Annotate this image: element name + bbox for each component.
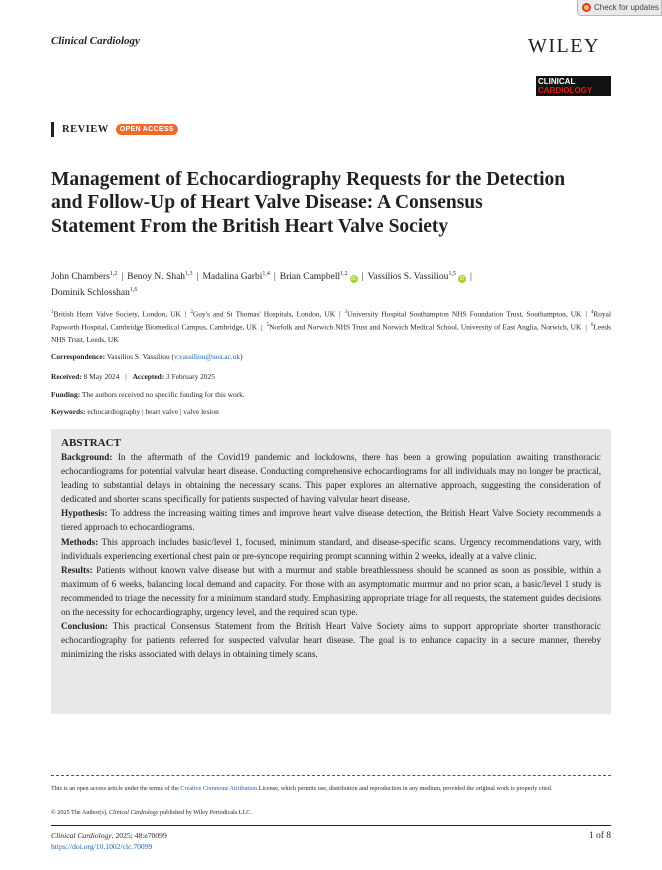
correspondence-label: Correspondence:	[51, 352, 106, 361]
abstract-section-results	[61, 563, 601, 619]
license-text-pre: This is an open access article under the terms of the	[51, 785, 179, 792]
author-affiliation-ref: 1,6	[129, 287, 138, 294]
funding	[51, 390, 245, 400]
article-type-label: REVIEW	[62, 124, 109, 135]
affiliation-number: 6	[590, 323, 594, 329]
affiliation: University Hospital Southampton NHS Foundation Trust, Southampton, UK	[347, 309, 582, 319]
footer-citation	[51, 831, 167, 852]
journal-logo-line1: CLINICAL	[538, 77, 576, 86]
doi-link[interactable]: https://doi.org/10.1002/clc.70099	[51, 841, 153, 851]
funding-text: The authors received no specific funding for this work.	[81, 390, 245, 399]
author-affiliation-ref: 1,2	[109, 271, 118, 277]
section-label: Hypothesis:	[61, 508, 108, 519]
keywords	[51, 407, 219, 417]
license-text-post: License, which permits use, distribution and reproduction in any medium, provided the original work is properly cited.	[258, 785, 553, 792]
check-for-updates-label: Check for updates	[594, 3, 659, 12]
section-label: Results:	[61, 564, 93, 575]
author-affiliation-ref: 1,3	[185, 271, 193, 277]
affiliation: Guy's and St Thomas' Hospitals, London, UK	[192, 309, 336, 319]
section-text: To address the increasing waiting times and improve heart valve disease detection, the British Heart Valve Society recommends a tiered approach to echocardiograms.	[61, 508, 601, 533]
article-type-bar	[51, 122, 54, 137]
affiliation: British Heart Valve Society, London, UK	[53, 309, 181, 319]
article-type	[51, 122, 178, 137]
section-label: Background:	[61, 452, 113, 462]
author-affiliation-ref: 1,4	[262, 271, 270, 277]
footnote-divider	[51, 775, 611, 776]
orcid-icon[interactable]: iD	[459, 276, 465, 283]
citation-volume: , 2025; 48:e70099	[111, 831, 167, 840]
author-affiliation-ref: 1,2	[340, 271, 348, 277]
section-text: This practical Consensus Statement from the British Heart Valve Society aims to support appropriate shorter transthoracic echocardiography for patients referred for suspected valvular heart disease. The goal is to enhance capacity in a secure manner, thereby minimizing the risks associated with delays in obtaining timely scans.	[61, 621, 601, 660]
abstract-section-background	[61, 450, 601, 506]
section-text: Patients without known valve disease but with a murmur and stable breathlessness should be scanned as soon as possible, within a maximum of 6 weeks, balancing local demand and capacity. For those with an asymptomatic murmur and no prior scan, a basic/level 1 study is recommended to triage the necessity for a minimum standard study. Emphasizing appropriate triage for all requests, the statement guides decisions on the necessity for echocardiography, urgency level, and the required scan type.	[61, 564, 601, 618]
journal-name: Clinical Cardiology	[51, 35, 140, 47]
author-name: Brian Campbell	[279, 272, 341, 283]
crossmark-icon	[582, 3, 591, 12]
abstract-section-conclusion	[61, 619, 601, 661]
author-name: Madalina Garbi	[202, 272, 263, 283]
copyright-pre: © 2025 The Author(s).	[51, 809, 108, 816]
check-for-updates-button[interactable]	[577, 0, 662, 16]
author-list: John Chambers$^{1,2}$ | Benoy N. Shah$^{1,3}$ | Madalina Garbi$^{1,4}$ | Brian Campbell$^{1,2}$iD | Vassilios S. Vassiliou$^{1,5}$iD | Dominik Schlosshan$^{1,6}$	[51, 271, 472, 299]
section-text: In the aftermath of the Covid19 pandemic and lockdowns, there has been a growing population awaiting transthoracic echocardiograms for potential valvular heart disease. Conducting comprehensive echocardiograms for all individuals may no longer be practical, leading to substantial delays in obtaining the necessary scans. This paper explores an alternative approach, suggesting the consideration of dedicated and shorter scans specifically for patients suspected of having valvular heart disease.	[61, 452, 602, 505]
section-text: This approach includes basic/level 1, focused, minimum standard, and disease-specific scans. Urgency recommendations vary, with individuals experiencing exertional chest pain or pre-syncope requiring prompt scanning within 2 weeks, ideally at a valve clinic.	[61, 536, 601, 561]
keywords-label: Keywords:	[51, 407, 86, 416]
correspondence-name: Vassilios S. Vassiliou	[106, 352, 170, 361]
open-access-badge: OPEN ACCESS	[116, 124, 178, 135]
author-name: John Chambers	[51, 272, 110, 283]
creative-commons-link[interactable]: Creative Commons Attribution	[180, 785, 258, 792]
affiliation: Leeds NHS Trust, Leeds, UK	[51, 322, 611, 344]
affiliation-number: 4	[590, 310, 594, 315]
affiliations: $^1$British Heart Valve Society, London, UK | $^2$Guy's and St Thomas' Hospitals, London, UK | $^3$University Hospital Southampton NHS Foundation Trust, Southampton, UK | $^4$Royal Papworth Hospital, Cambridge Biomedical Campus, Cambridge, UK | $^5$Norfolk and Norwich NHS Trust and Norwich Medical School, University of East Anglia, Norwich, UK | $^6$Leeds NHS Trust, Leeds, UK	[51, 309, 612, 344]
accepted-date: 3 February 2025	[166, 372, 215, 381]
publisher-logo: WILEY	[528, 35, 600, 57]
received-label: Received:	[51, 372, 82, 381]
keywords-text: echocardiography | heart valve | valve lesion	[87, 407, 219, 416]
footer-divider	[51, 825, 611, 826]
author-name: Dominik Schlosshan	[51, 288, 130, 299]
license-note	[51, 784, 611, 794]
affiliation-number: 3	[344, 310, 348, 315]
abstract-section-hypothesis	[61, 506, 601, 534]
correspondence-email-link[interactable]: v.vassiliou@uea.ac.uk	[174, 352, 241, 361]
correspondence: Correspondence: Vassilios S. Vassiliou (v.vassiliou@uea.ac.uk)	[51, 352, 243, 361]
copyright-post: published by Wiley Periodicals LLC.	[160, 809, 252, 816]
section-label: Methods:	[61, 536, 99, 547]
journal-logo	[536, 76, 611, 96]
journal-logo-line2: CARDIOLOGY	[538, 86, 593, 95]
funding-label: Funding:	[51, 390, 81, 399]
received-date: 8 May 2024	[83, 372, 120, 381]
copyright-note	[51, 808, 611, 818]
accepted-label: Accepted:	[132, 372, 165, 381]
article-dates: Received: 8 May 2024 | Accepted: 3 February 2025	[51, 372, 215, 381]
page-number: 1 of 8	[588, 831, 611, 841]
abstract-section-methods	[61, 535, 601, 563]
affiliation-number: 5	[266, 323, 270, 329]
affiliation: Norfolk and Norwich NHS Trust and Norwich Medical School, University of East Anglia, Norwich, UK	[269, 322, 582, 332]
affiliation: Royal Papworth Hospital, Cambridge Biomedical Campus, Cambridge, UK	[51, 309, 612, 332]
affiliation-number: 2	[190, 310, 193, 315]
section-label: Conclusion:	[61, 621, 108, 632]
abstract-box	[51, 429, 611, 714]
author-name: Vassilios S. Vassiliou	[367, 272, 449, 283]
copyright-journal: Clinical Cardiology	[109, 809, 159, 816]
author-affiliation-ref: 1,5	[448, 271, 456, 277]
orcid-icon[interactable]: iD	[351, 276, 357, 283]
abstract-heading: ABSTRACT	[61, 437, 121, 449]
citation-journal: Clinical Cardiology	[51, 831, 112, 840]
author-name: Benoy N. Shah	[127, 272, 186, 283]
article-title: Management of Echocardiography Requests for the Detection and Follow-Up of Heart Valve Disease: A Consensus Statement From the British Heart Valve Society	[51, 169, 566, 237]
affiliation-number: 1	[51, 310, 54, 315]
